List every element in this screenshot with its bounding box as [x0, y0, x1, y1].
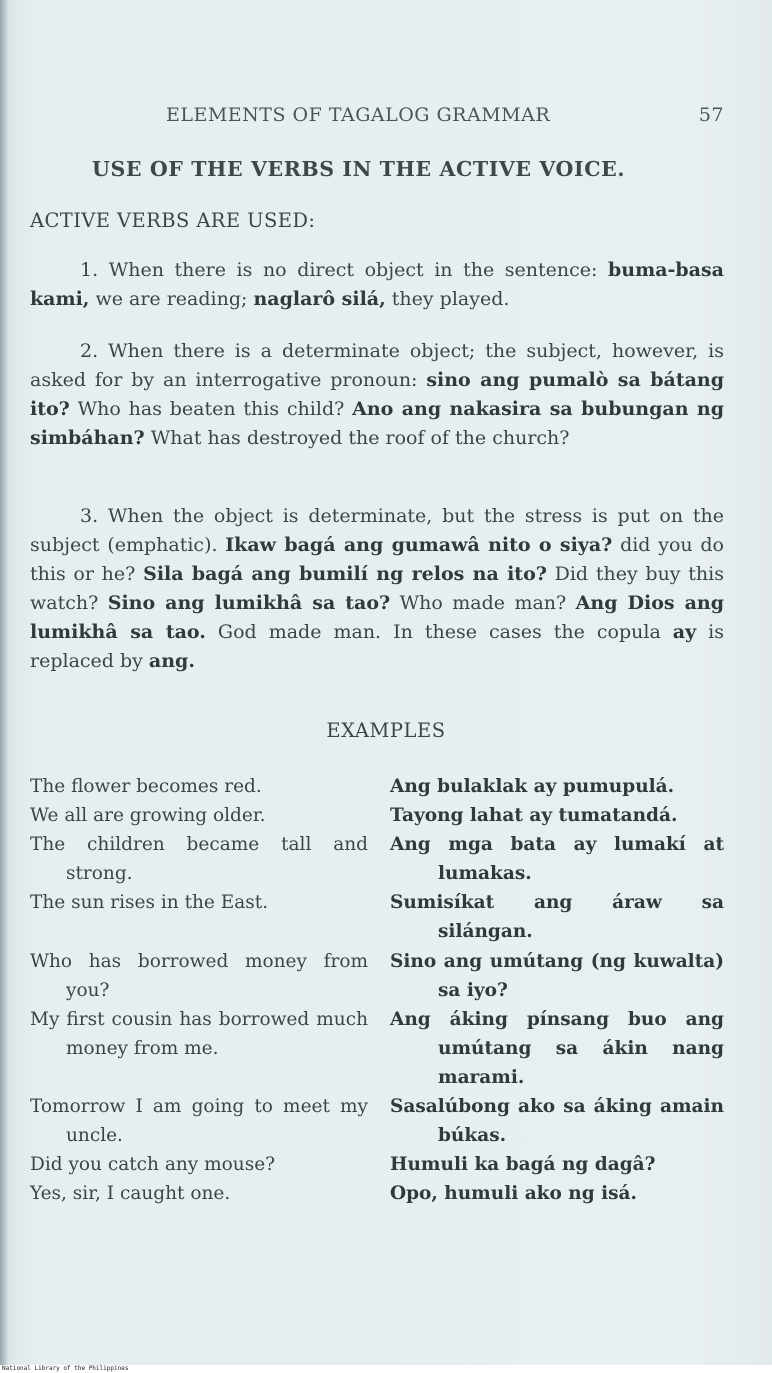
tagalog-example: naglarô silá, — [253, 288, 386, 310]
text: they played. — [385, 288, 510, 310]
tagalog-example: ang. — [148, 650, 195, 672]
tagalog-example: sino ang pumalò sa bátang ito? — [30, 369, 725, 420]
text: What has destroyed the roof of the church? — [144, 427, 570, 449]
example-tagalog: Humuli ka bagá ng dagâ? — [390, 1154, 656, 1175]
paragraph-2 — [30, 337, 724, 453]
example-english: Tomorrow I am going to meet my uncle. — [30, 1096, 368, 1146]
example-tagalog: Sino ang umútang (ng kuwalta) sa iyo? — [390, 951, 724, 1001]
example-english: Who has borrowed money from you? — [30, 951, 368, 1001]
examples-heading: EXAMPLES — [326, 719, 446, 742]
text: 2. When there is a determinate object; the subject, however, is asked for by an interrogative pronoun: — [30, 340, 724, 391]
paragraph-1 — [30, 256, 724, 314]
text: we are reading; — [89, 288, 254, 310]
tagalog-example: Sino ang lumikhâ sa tao? — [107, 592, 391, 614]
text: is replaced by — [30, 621, 725, 672]
example-english: Yes, sir, I caught one. — [30, 1183, 231, 1204]
example-tagalog: Ang áking pínsang buo ang umútang sa ákin nang marami. — [390, 1009, 724, 1088]
page-number: 57 — [698, 104, 724, 126]
example-tagalog: Sumisíkat ang áraw sa silángan. — [390, 892, 724, 942]
example-english: The children became tall and strong. — [30, 834, 368, 884]
scan-credit: National Library of the Philippines — [2, 1365, 129, 1372]
example-english: The flower becomes red. — [30, 776, 262, 797]
tagalog-example: buma-basa kami, — [30, 259, 724, 310]
example-english: We all are growing older. — [30, 805, 266, 826]
section-title: USE OF THE VERBS IN THE ACTIVE VOICE. — [92, 157, 626, 181]
example-tagalog: Ang bulaklak ay pumupulá. — [390, 776, 675, 797]
example-english: Did you catch any mouse? — [30, 1154, 276, 1175]
text: did you do this or he? — [30, 534, 724, 585]
gutter-shadow — [0, 0, 8, 1365]
tagalog-example: ay — [672, 621, 697, 643]
example-tagalog: Tayong lahat ay tumatandá. — [390, 805, 678, 826]
example-tagalog: Opo, humuli ako ng isá. — [390, 1183, 637, 1204]
running-title: ELEMENTS OF TAGALOG GRAMMAR — [166, 104, 551, 126]
text: 3. When the object is determinate, but the stress is put on the subject (emphatic). — [30, 505, 724, 556]
text: Did they buy this watch? — [30, 563, 724, 614]
example-english: My first cousin has borrowed much money from me. — [30, 1009, 368, 1059]
example-english: The sun rises in the East. — [30, 892, 269, 913]
tagalog-example: Ang Dios ang lumikhâ sa tao. — [30, 592, 724, 643]
tagalog-example: Ano ang nakasira sa bubungan ng simbáhan? — [30, 398, 724, 449]
tagalog-example: Sila bagá ang bumilí ng relos na ito? — [143, 563, 547, 585]
text: Who made man? — [390, 592, 576, 614]
text: 1. When there is no direct object in the sentence: — [80, 259, 608, 281]
tagalog-example: Ikaw bagá ang gumawâ nito o siya? — [225, 534, 613, 556]
text: God made man. In these cases the copula — [205, 621, 673, 643]
example-tagalog: Sasalúbong ako sa áking amain búkas. — [390, 1096, 724, 1146]
subheading: ACTIVE VERBS ARE USED: — [30, 209, 316, 232]
paragraph-3 — [30, 502, 724, 676]
running-head — [166, 104, 726, 126]
text: Who has beaten this child? — [69, 398, 353, 420]
example-tagalog: Ang mga bata ay lumakí at lumakas. — [390, 834, 724, 884]
